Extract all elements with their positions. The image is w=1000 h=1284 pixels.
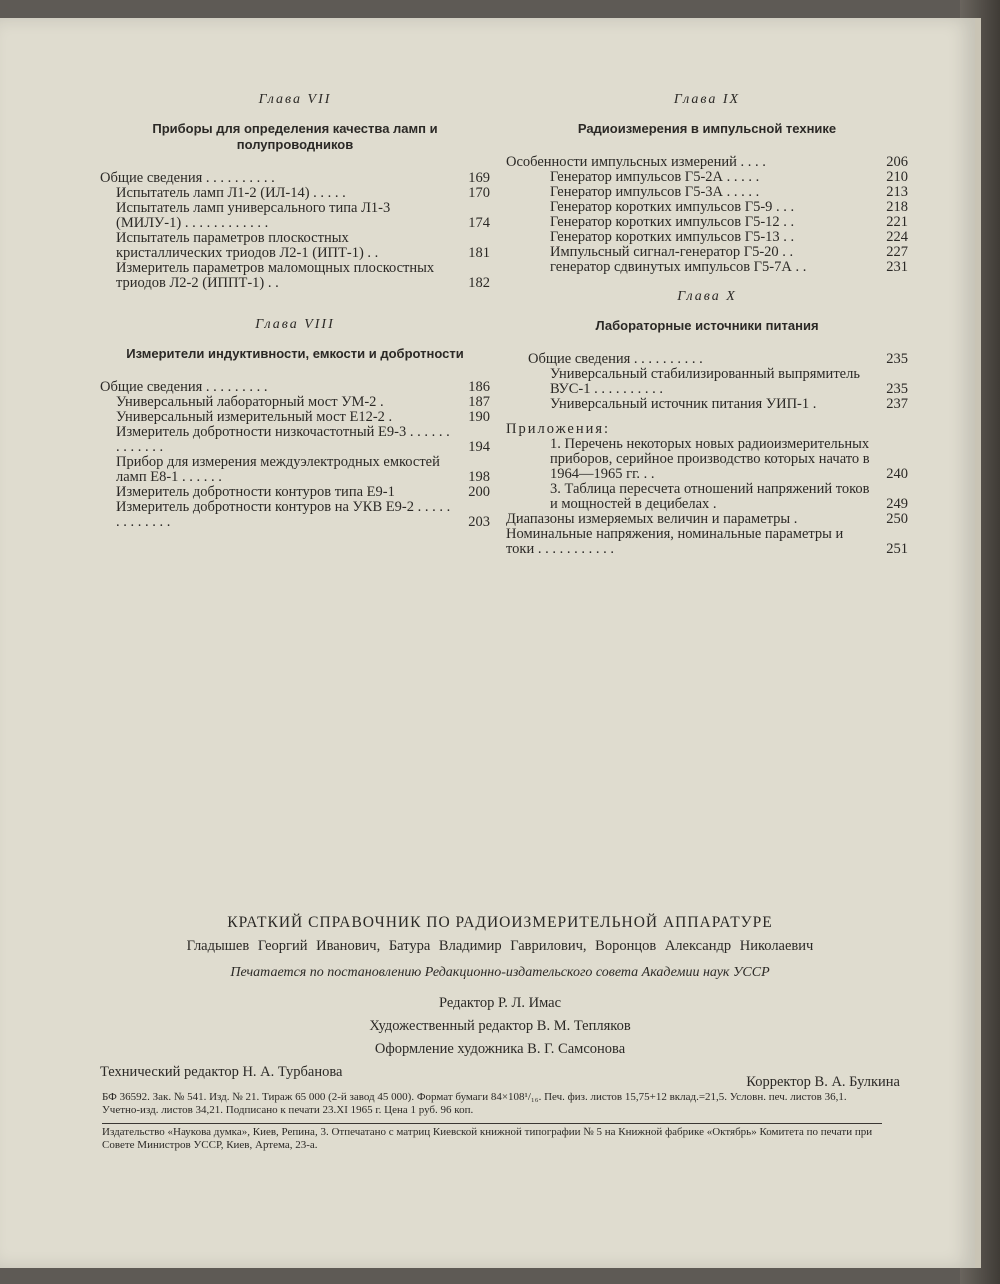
- toc-entry: [506, 397, 908, 412]
- art-editor-credit: Художественный редактор В. М. Тепляков: [369, 1018, 631, 1034]
- toc-entry: [100, 201, 490, 231]
- toc-entry-text: Генератор коротких импульсов Г5-12 . .: [550, 214, 795, 230]
- toc-entry-text: Испытатель ламп универсального типа Л1-3 (МИЛУ-1) . . . . . . . . . . . .: [116, 200, 391, 231]
- publisher-info: Издательство «Наукова думка», Киев, Репина, 3. Отпечатано с матриц Киевской книжной типографии № 5 на Книжной фабрике «Октябрь» Комитета по печати при Совете Министров УССР, Киев, Артема, 23-а.: [102, 1126, 873, 1151]
- toc-entry-page: 169: [468, 170, 490, 186]
- toc-entry: [506, 185, 908, 200]
- toc-entry-text: Измеритель добротности низкочастотный Е9-3 . . . . . . . . . . . . .: [116, 424, 450, 455]
- toc-entry-text: Генератор импульсов Г5-2А . . . . .: [550, 169, 760, 185]
- toc-entry-page: 231: [886, 259, 908, 275]
- toc-entry: [100, 395, 490, 410]
- toc-entry: [506, 482, 908, 512]
- toc-entry-text: Испытатель ламп Л1-2 (ИЛ-14) . . . . .: [116, 185, 346, 201]
- toc-entry-page: 174: [468, 215, 490, 231]
- toc-entry-page: 200: [468, 484, 490, 500]
- toc-entry-page: 190: [468, 409, 490, 425]
- toc-entry: [506, 512, 908, 527]
- toc-entry-page: 186: [468, 379, 490, 395]
- imprint-block: [100, 914, 900, 1091]
- toc-right-column: [506, 92, 908, 557]
- toc-entry-text: Универсальный лабораторный мост УМ-2 .: [116, 394, 384, 410]
- toc-entry-text: Универсальный измерительный мост Е12-2 .: [116, 409, 393, 425]
- toc-entry-text: Измеритель добротности контуров типа Е9-1: [116, 484, 395, 500]
- chapter-7-heading: Глава VII: [258, 92, 332, 107]
- toc-entry-page: 194: [468, 439, 490, 455]
- toc-entry: [100, 380, 490, 395]
- toc-entry: [506, 352, 908, 367]
- chapter-8-title: Измерители индуктивности, емкости и добротности: [126, 346, 464, 361]
- appendix-heading: Приложения:: [506, 421, 611, 437]
- toc-entry: [506, 367, 908, 397]
- toc-entry-page: 198: [468, 469, 490, 485]
- toc-entry-text: Измеритель добротности контуров на УКВ Е9-2 . . . . . . . . . . . . .: [116, 499, 451, 530]
- chapter-10-heading: Глава X: [677, 289, 737, 304]
- toc-entry-page: 182: [468, 275, 490, 291]
- chapter-10-title: Лабораторные источники питания: [595, 318, 819, 333]
- toc-entry-text: Универсальный источник питания УИП-1 .: [550, 396, 817, 412]
- toc-entry-page: 251: [886, 541, 908, 557]
- toc-entry-text: Общие сведения . . . . . . . . . .: [100, 170, 275, 186]
- toc-entry-page: 218: [886, 199, 908, 215]
- toc-entry-page: 181: [468, 245, 490, 261]
- toc-entry-text: Особенности импульсных измерений . . . .: [506, 154, 766, 170]
- toc-entry: [506, 245, 908, 260]
- toc-entry: [506, 260, 908, 275]
- chapter-7-title: Приборы для определения качества ламп и полупроводников: [152, 121, 438, 152]
- toc-entry: [506, 155, 908, 170]
- toc-entry: [100, 231, 490, 261]
- toc-entry-text: Общие сведения . . . . . . . . .: [100, 379, 268, 395]
- toc-entry-text: Измеритель параметров маломощных плоскостных триодов Л2-2 (ИППТ-1) . .: [116, 260, 435, 291]
- toc-entry-text: 3. Таблица пересчета отношений напряжений токов и мощностей в децибелах .: [550, 481, 870, 512]
- toc-entry-text: Испытатель параметров плоскостных кристаллических триодов Л2-1 (ИПТ-1) . .: [116, 230, 379, 261]
- toc-entry-page: 187: [468, 394, 490, 410]
- toc-entry-text: Генератор коротких импульсов Г5-13 . .: [550, 229, 795, 245]
- toc-entry: [100, 186, 490, 201]
- toc-entry: [506, 170, 908, 185]
- toc-entry-text: Генератор коротких импульсов Г5-9 . . .: [550, 199, 795, 215]
- chapter-8-heading: Глава VIII: [255, 317, 335, 332]
- toc-entry-page: 203: [468, 514, 490, 530]
- toc-entry-page: 206: [886, 154, 908, 170]
- toc-entry: [506, 230, 908, 245]
- toc-entry-text: Универсальный стабилизированный выпрямитель ВУС-1 . . . . . . . . . .: [550, 366, 860, 397]
- toc-entry: [100, 261, 490, 291]
- toc-entry-text: генератор сдвинутых импульсов Г5-7А . .: [550, 259, 807, 275]
- toc-entry-page: 227: [886, 244, 908, 260]
- toc-entry-page: 221: [886, 214, 908, 230]
- toc-entry-text: Импульсный сигнал-генератор Г5-20 . .: [550, 244, 794, 260]
- toc-entry: [100, 500, 490, 530]
- toc-entry: [100, 171, 490, 186]
- toc-entry-page: 240: [886, 466, 908, 482]
- toc-entry: [506, 215, 908, 230]
- print-data: БФ 36592. Зак. № 541. Изд. № 21. Тираж 65 000 (2-й завод 45 000). Формат бумаги 84×108¹/₁₆. Печ. физ. листов 15,75+12 вклад.=21,5. Условн. печ. листов 36,1. Учетно-изд. листов 34,21. Подписано к печати 23.XI 1965 г. Цена 1 руб. 96 коп.: [102, 1091, 882, 1124]
- toc-entry-page: 249: [886, 496, 908, 512]
- chapter-9-heading: Глава IX: [673, 92, 741, 107]
- design-credit: Оформление художника В. Г. Самсонова: [374, 1041, 626, 1057]
- toc-entry: [506, 527, 908, 557]
- toc-entry-page: 235: [886, 381, 908, 397]
- toc-entry-page: 213: [886, 184, 908, 200]
- toc-entry: [506, 200, 908, 215]
- toc-entry-text: 1. Перечень некоторых новых радиоизмерительных приборов, серийное производство которых начато в 1964—1965 гг. . .: [550, 436, 870, 482]
- toc-entry-page: 250: [886, 511, 908, 527]
- toc-entry: [506, 437, 908, 482]
- publication-decree: Печатается по постановлению Редакционно-издательского совета Академии наук УССР: [230, 965, 770, 980]
- toc-entry-page: 224: [886, 229, 908, 245]
- toc-left-column: [100, 92, 490, 530]
- editor-credit: Редактор Р. Л. Имас: [438, 995, 562, 1011]
- corrector-credit: Корректор В. А. Булкина: [746, 1074, 900, 1090]
- toc-entry-text: Генератор импульсов Г5-3А . . . . .: [550, 184, 760, 200]
- toc-entry-text: Общие сведения . . . . . . . . . .: [528, 351, 703, 367]
- toc-entry-text: Номинальные напряжения, номинальные параметры и токи . . . . . . . . . . .: [506, 526, 844, 557]
- toc-entry: [100, 455, 490, 485]
- toc-entry: [100, 425, 490, 455]
- toc-entry: [100, 410, 490, 425]
- toc-entry-text: Диапазоны измеряемых величин и параметры .: [506, 511, 798, 527]
- toc-entry: [100, 485, 490, 500]
- toc-entry-page: 170: [468, 185, 490, 201]
- book-title: КРАТКИЙ СПРАВОЧНИК ПО РАДИОИЗМЕРИТЕЛЬНОЙ АППАРАТУРЕ: [227, 914, 773, 931]
- toc-entry-text: Прибор для измерения междуэлектродных емкостей ламп Е8-1 . . . . . .: [116, 454, 440, 485]
- chapter-9-title: Радиоизмерения в импульсной технике: [577, 121, 837, 136]
- toc-entry-page: 235: [886, 351, 908, 367]
- tech-editor-credit: Технический редактор Н. А. Турбанова: [100, 1064, 343, 1080]
- toc-entry-page: 210: [886, 169, 908, 185]
- book-authors: Гладышев Георгий Иванович, Батура Владимир Гаврилович, Воронцов Александр Николаевич: [186, 938, 814, 954]
- toc-entry-page: 237: [886, 396, 908, 412]
